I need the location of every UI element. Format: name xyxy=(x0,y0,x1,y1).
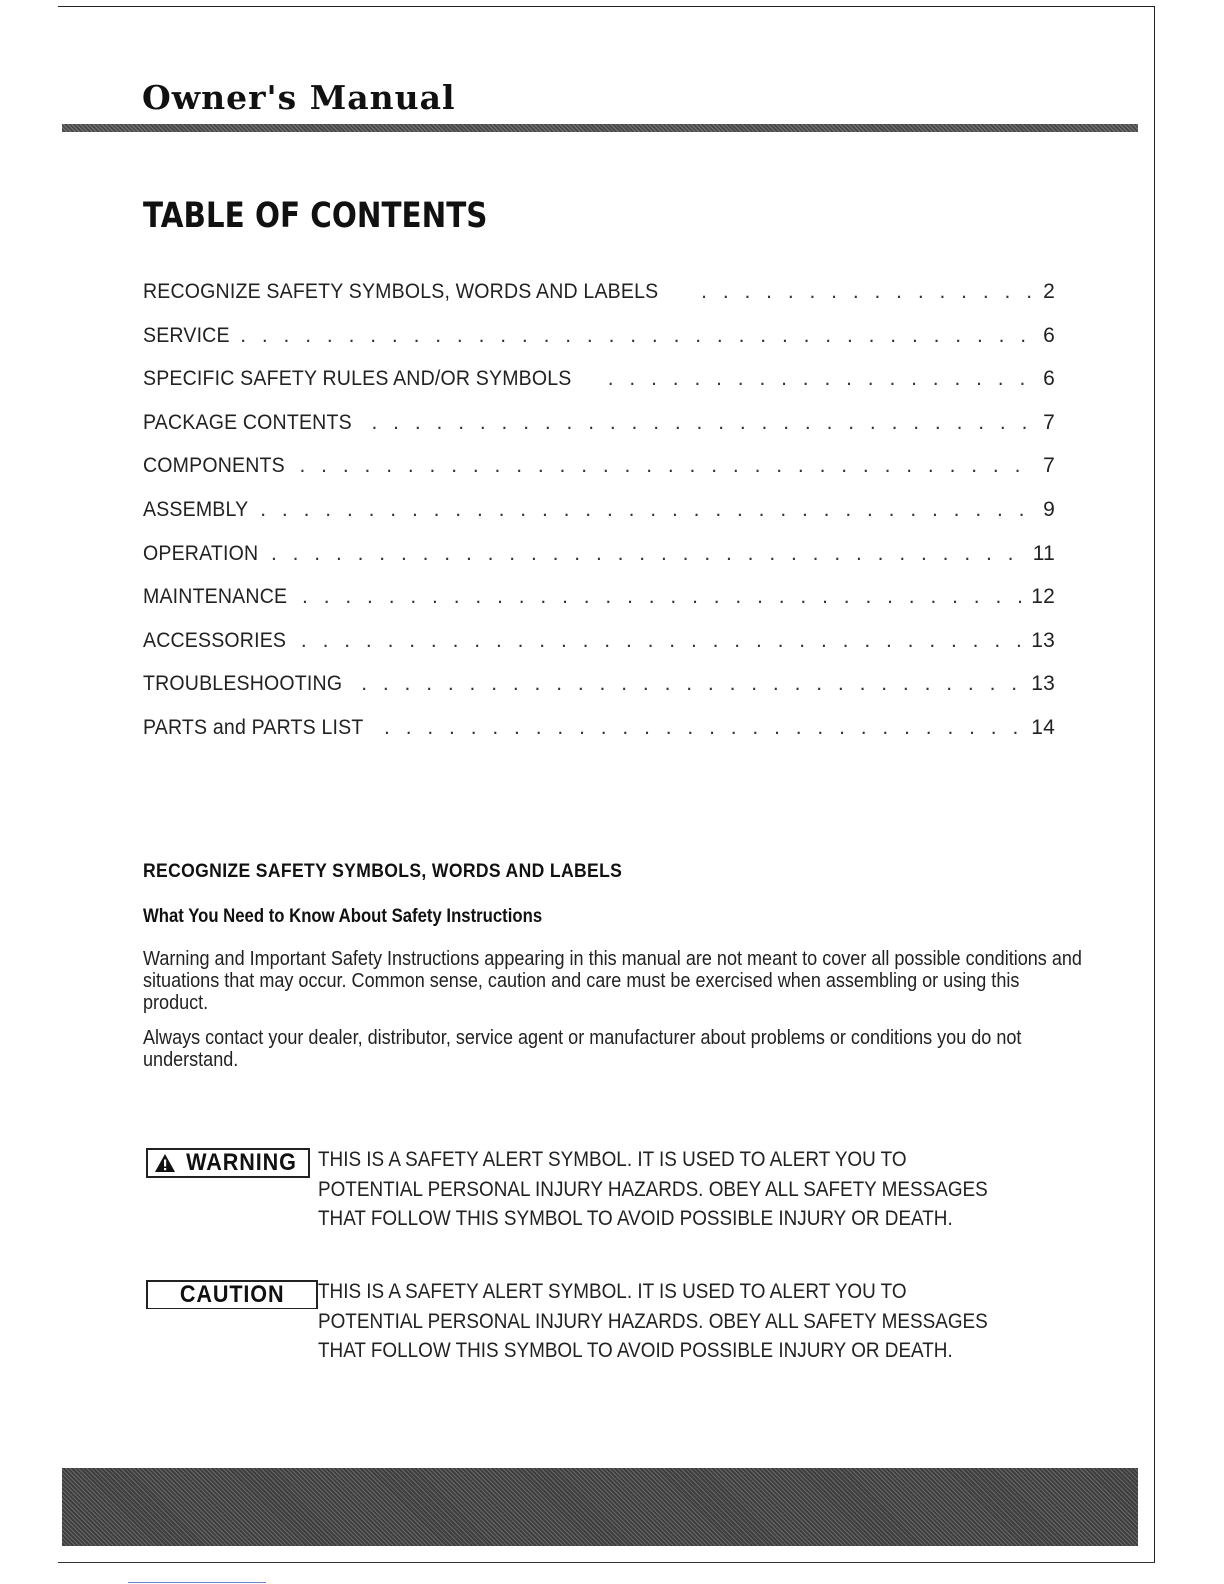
toc-entry[interactable] xyxy=(143,629,1055,673)
safety-paragraph: Always contact your dealer, distributor, service agent or manufacturer about problems or conditions you do not understand. xyxy=(143,1026,1022,1071)
toc-leader-dots xyxy=(271,542,1031,566)
safety-alert-icon xyxy=(154,1153,176,1173)
toc-entry-page: 7 xyxy=(1043,454,1055,478)
toc-entry-page: 9 xyxy=(1043,497,1055,521)
caution-signal-label xyxy=(146,1280,318,1309)
warning-signal-label xyxy=(146,1148,310,1178)
toc-leader-dots xyxy=(701,280,1031,304)
toc-entry-page: 12 xyxy=(1031,585,1055,609)
manual-title: Owner's Manual xyxy=(142,78,456,117)
footer-bar xyxy=(62,1468,1138,1546)
toc-entry[interactable] xyxy=(143,498,1055,542)
warning-message-line: THAT FOLLOW THIS SYMBOL TO AVOID POSSIBLE INJURY OR DEATH. xyxy=(318,1207,953,1230)
toc-entry-title: OPERATION xyxy=(143,541,259,565)
caution-message-line: POTENTIAL PERSONAL INJURY HAZARDS. OBEY ALL SAFETY MESSAGES xyxy=(318,1309,988,1333)
scan-artifact-line xyxy=(128,1582,266,1583)
warning-message-line: THIS IS A SAFETY ALERT SYMBOL. IT IS USED TO ALERT YOU TO xyxy=(318,1148,907,1171)
caution-message-line: THAT FOLLOW THIS SYMBOL TO AVOID POSSIBLE INJURY OR DEATH. xyxy=(318,1339,953,1362)
toc-leader-dots xyxy=(361,672,1029,696)
toc-entry-page: 2 xyxy=(1043,280,1055,303)
toc-entry-page: 13 xyxy=(1031,672,1055,696)
toc-leader-dots xyxy=(608,367,1031,391)
page-border-right xyxy=(1154,6,1155,1563)
warning-message xyxy=(318,1145,1002,1234)
caution-message-line: THIS IS A SAFETY ALERT SYMBOL. IT IS USED TO ALERT YOU TO xyxy=(318,1280,907,1303)
warning-label-text: WARNING xyxy=(185,1149,297,1176)
toc-entry-page: 6 xyxy=(1043,323,1055,347)
toc-entry-title: ACCESSORIES xyxy=(143,628,287,652)
warning-message-line: POTENTIAL PERSONAL INJURY HAZARDS. OBEY ALL SAFETY MESSAGES xyxy=(318,1177,988,1201)
toc-leader-dots xyxy=(240,324,1031,348)
caution-message xyxy=(318,1277,1002,1366)
toc-leader-dots xyxy=(260,498,1031,522)
safety-section-heading: RECOGNIZE SAFETY SYMBOLS, WORDS AND LABELS xyxy=(143,860,623,882)
toc-entry[interactable] xyxy=(143,454,1055,498)
toc-leader-dots xyxy=(384,716,1029,740)
toc-entry-title: SERVICE xyxy=(143,323,230,347)
header-rule xyxy=(62,124,1138,132)
toc-entry-title: ASSEMBLY xyxy=(143,497,249,521)
toc-entry-page: 7 xyxy=(1043,410,1055,434)
safety-subheading: What You Need to Know About Safety Instructions xyxy=(143,906,543,927)
toc-list xyxy=(143,280,1055,760)
toc-entry[interactable] xyxy=(143,585,1055,629)
toc-entry-title: PARTS and PARTS LIST xyxy=(143,715,364,739)
toc-entry-title: MAINTENANCE xyxy=(143,585,288,609)
toc-entry-page: 11 xyxy=(1032,541,1055,565)
toc-entry-page: 14 xyxy=(1031,715,1055,739)
caution-label-text: CAUTION xyxy=(179,1281,285,1308)
toc-leader-dots xyxy=(302,585,1029,609)
toc-heading: TABLE OF CONTENTS xyxy=(143,196,488,236)
safety-paragraph: Warning and Important Safety Instructions appearing in this manual are not meant to cover all possible conditions and situations that may occur. Common sense, caution and care must be exercised when assembling or using this product. xyxy=(143,947,1082,1014)
toc-entry[interactable] xyxy=(143,324,1055,368)
toc-entry-page: 13 xyxy=(1031,628,1055,652)
toc-entry-title: COMPONENTS xyxy=(143,454,285,478)
toc-leader-dots xyxy=(300,454,1031,478)
toc-entry-title: TROUBLESHOOTING xyxy=(143,672,343,696)
toc-entry-page: 6 xyxy=(1043,367,1055,391)
toc-entry[interactable] xyxy=(143,367,1055,411)
page-border-top xyxy=(58,6,1154,7)
page-border-bottom xyxy=(58,1562,1155,1563)
toc-entry-title: RECOGNIZE SAFETY SYMBOLS, WORDS AND LABELS xyxy=(143,280,659,303)
toc-entry[interactable] xyxy=(143,280,1055,324)
toc-entry[interactable] xyxy=(143,672,1055,716)
toc-entry[interactable] xyxy=(143,411,1055,455)
toc-entry-title: SPECIFIC SAFETY RULES AND/OR SYMBOLS xyxy=(143,367,572,391)
toc-leader-dots xyxy=(372,411,1031,435)
toc-entry-title: PACKAGE CONTENTS xyxy=(143,410,352,434)
toc-entry[interactable] xyxy=(143,716,1055,760)
toc-leader-dots xyxy=(301,629,1029,653)
toc-entry[interactable] xyxy=(143,542,1055,586)
